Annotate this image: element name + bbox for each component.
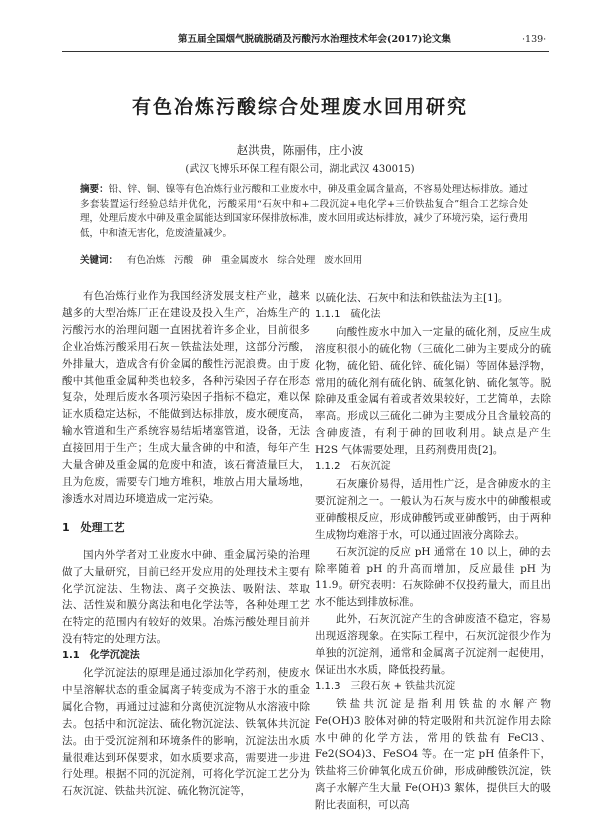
affiliation: (武汉飞博乐环保工程有限公司，湖北武汉 430015) [185, 164, 415, 175]
abstract [80, 183, 528, 241]
keywords-label: 关键词： [80, 255, 119, 266]
subsection-1-1-2-paragraph: 石灰沉淀的反应 pH 通常在 10 以上，砷的去除率随着 pH 的升高而增加，反应最佳 pH 为 11.9。研究表明：石灰除砷不仅投药量大，而且出水不能达到排放标准。 [315, 545, 551, 609]
keyword: 污酸 [174, 255, 194, 266]
subsection-1-1-1-paragraph: 向酸性废水中加入一定量的硫化剂，反应生成溶度积很小的硫化物（三硫化二砷为主要成分的硫化物，硫化铅、硫化锌、硫化镉）等固体悬浮物，常用的硫化剂有硫化钠、硫氢化钠、硫化氢等。脱除砷及重金属有着或者效果较好，工艺简单，去除率高。形成以三硫化二砷为主要成分且含量较高的含砷废渣，有利于砷的回收利用。缺点是产生 H2S 气体需要处理，且药剂费用贵[2]。 [315, 325, 551, 457]
keyword: 综合处理 [277, 255, 316, 266]
right-intro-line: 以硫化法、石灰中和法和铁盐法为主[1]。 [315, 292, 509, 304]
keyword: 重金属废水 [220, 255, 269, 266]
section-1-heading: 1 处理工艺 [62, 520, 125, 534]
subsection-1-1-paragraph: 化学沉淀法的原理是通过添加化学药剂，使废水中呈溶解状态的重金属离子转变成为不溶于水的重金属化合物，再通过过滤和分离使沉淀物从水溶液中除去。包括中和沉淀法、硫化物沉淀法、铁氧体共沉淀法。由于受沉淀剂和环境条件的影响，沉淀法出水质量很难达到环保要求，如水质要求高，需要进一步进行处理。根据不同的沉淀剂，可将化学沉淀工艺分为石灰沉淀、铁盐共沉淀、硫化物沉淀等， [62, 667, 310, 798]
subsection-1-1-2-heading: 1.1.2 石灰沉淀 [315, 461, 391, 473]
subsection-1-1-2-paragraph: 此外，石灰沉淀产生的含砷废渣不稳定，容易出现返溶现象。在实际工程中，石灰沉淀很少作为单独的沉淀剂，通常和金属离子沉淀剂一起使用，保证出水水质，降低投药量。 [315, 613, 551, 676]
subsection-1-1-2-paragraph: 石灰廉价易得，适用性广泛，是含砷废水的主要沉淀剂之一。一般认为石灰与废水中的砷酸根或亚砷酸根反应，形成砷酸钙或亚砷酸钙，由于两种生成物均难溶于水，可以通过固液分离除去。 [315, 477, 551, 541]
conference-name: 第五届全国烟气脱硫脱硝及污酸污水治理技术年会(2017)论文集 [178, 34, 451, 45]
keyword: 有色冶炼 [127, 255, 166, 266]
keyword: 砷 [202, 255, 212, 266]
paper-title: 有色冶炼污酸综合处理废水回用研究 [131, 96, 468, 118]
left-column [62, 288, 310, 800]
header-rule [62, 51, 549, 52]
subsection-1-1-1-heading: 1.1.1 硫化法 [315, 308, 381, 320]
section-1-paragraph: 国内外学者对工业废水中砷、重金属污染的治理做了大量研究，目前已经开发应用的处理技术主要有化学沉淀法、生物法、离子交换法、吸附法、萃取法、活性炭和膜分离法和电化学法等，各种处理工艺在特定的范围内有较好的效果。冶炼污酸处理目前并没有特定的处理方法。 [62, 548, 310, 646]
right-column [315, 290, 551, 814]
authors: 赵洪贵，陈丽伟，庄小波 [236, 143, 364, 157]
abstract-label: 摘要： [80, 184, 109, 195]
subsection-1-1-3-paragraph: 铁盐共沉淀是指利用铁盐的水解产物 Fe(OH)3 胶体对砷的特定吸附和共沉淀作用去除水中砷的化学方法，常用的铁盐有 FeCl3、Fe2(SO4)3、FeSO4 等。在一定 pH 值条件下，铁盐将三价砷氧化成五价砷，形成砷酸铁沉淀，铁离子水解产生大量 Fe(OH)3 絮体，提供巨大的吸附比表面积，可以高 [315, 697, 551, 812]
abstract-text: 铅、锌、铜、镍等有色冶炼行业污酸和工业废水中，砷及重金属含量高，不容易处理达标排放。通过多套装置运行经验总结并优化，污酸采用“石灰中和+二段沉淀+电化学+三价铁盐复合”组合工艺综合处理，处理后废水中砷及重金属能达到国家环保排放标准，废水回用或达标排放，减少了环境污染，运行费用低，中和渣无害化，危废渣量减少。 [80, 184, 528, 239]
page-number: ·139· [522, 34, 547, 45]
running-header [0, 33, 600, 47]
subsection-1-1-heading: 1.1 化学沉淀法 [62, 650, 140, 662]
keywords [80, 254, 528, 268]
intro-paragraph: 有色冶炼行业作为我国经济发展支柱产业，越来越多的大型冶炼厂正在建设及投入生产，冶炼生产的污酸污水的治理问题一直困扰着许多企业，目前很多企业冶炼污酸采用石灰－铁盐法处理，这部分污酸，外排量大，造成含有价金属的酸性污泥浪费。由于废酸中其他重金属种类也较多，各种污染因子存在形态复杂，处理后废水各项污染因子指标不稳定，难以保证水质稳定达标，不能做到达标排放，废水硬度高，输水管道和生产系统容易结垢堵塞管道，设备，无法直接回用于生产；生成大量含砷的中和渣，每年产生大量含砷及重金属的危废中和渣，该石膏渣量巨大，且为危废，需要专门地方堆积，堆放占用大量场地，渗透水对周边环境造成一定污染。 [62, 290, 310, 505]
subsection-1-1-3-heading: 1.1.3 三段石灰 + 铁盐共沉淀 [315, 680, 456, 692]
keyword: 废水回用 [324, 255, 363, 266]
